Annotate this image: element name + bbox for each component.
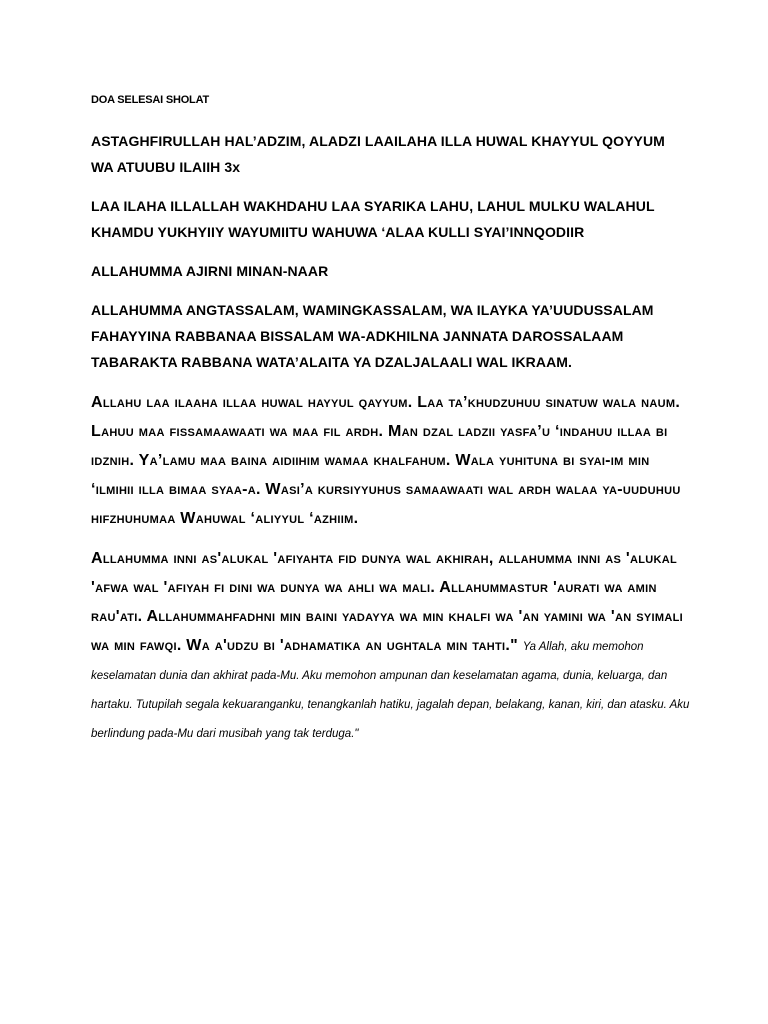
paragraph-closing-prayer (91, 544, 691, 747)
document-title: DOA SELESAI SHOLAT (91, 94, 210, 106)
closing-quote-mark: " (510, 637, 519, 654)
paragraph-tahlil: LAA ILAHA ILLALLAH WAKHDAHU LAA SYARIKA LAHU, LAHUL MULKU WALAHUL KHAMDU YUKHYIIY WAYUMIITU WAHUWA ‘ALAA KULLI SYAI’INNQODIIR (91, 198, 655, 240)
closing-prayer-text: Allahumma inni as'alukal 'afiyahta fid dunya wal akhirah, allahumma inni as 'alukal 'afwa wal 'afiyah fi dini wa dunya wa ahli wa mali. Allahummastur 'aurati wa amin rau'ati. Allahummahfadhni min baini yadayya wa min khalfi wa 'an yamini wa 'an syimali wa min fawqi. Wa a'udzu bi 'adhamatika an ughtala min tahti. (91, 550, 683, 654)
paragraph-ayat-kursi: Allahu laa ilaaha illaa huwal hayyul qayyum. Laa ta’khudzuhuu sinatuw wala naum. Lahuu maa fissamaawaati wa maa fil ardh. Man dzal ladzii yasfa’u ‘indahuu illaa bi idznih. Ya’lamu maa baina aidiihim wamaa khalfahum. Wala yuhituna bi syai-im min ‘ilmihii illa bimaa syaa-a. Wasi’a kursiyyuhus samaawaati wal ardh walaa ya-uuduhuu hifzhuhumaa Wahuwal ‘aliyyul ‘azhiim. (91, 394, 681, 527)
paragraph-istighfar: ASTAGHFIRULLAH HAL’ADZIM, ALADZI LAAILAHA ILLA HUWAL KHAYYUL QOYYUM WA ATUUBU ILAIIH 3x (91, 133, 665, 175)
paragraph-ajirni: ALLAHUMMA AJIRNI MINAN-NAAR (91, 263, 329, 279)
paragraph-salam: ALLAHUMMA ANGTASSALAM, WAMINGKASSALAM, WA ILAYKA YA’UUDUSSALAM FAHAYYINA RABBANAA BISSALAM WA-ADKHILNA JANNATA DAROSSALAAM TABARAKTA RABBANA WATA’ALAITA YA DZALJALAALI WAL IKRAAM. (91, 302, 654, 370)
document-page (91, 92, 691, 747)
translation-text: Ya Allah, aku memohon keselamatan dunia dan akhirat pada-Mu. Aku memohon ampunan dan keselamatan agama, dunia, keluarga, dan hartaku. Tutupilah segala kekuaranganku, tenangkanlah hatiku, jagalah depan, belakang, kanan, kiri, dan atasku. Aku berlindung pada-Mu dari musibah yang tak terduga." (91, 641, 690, 740)
